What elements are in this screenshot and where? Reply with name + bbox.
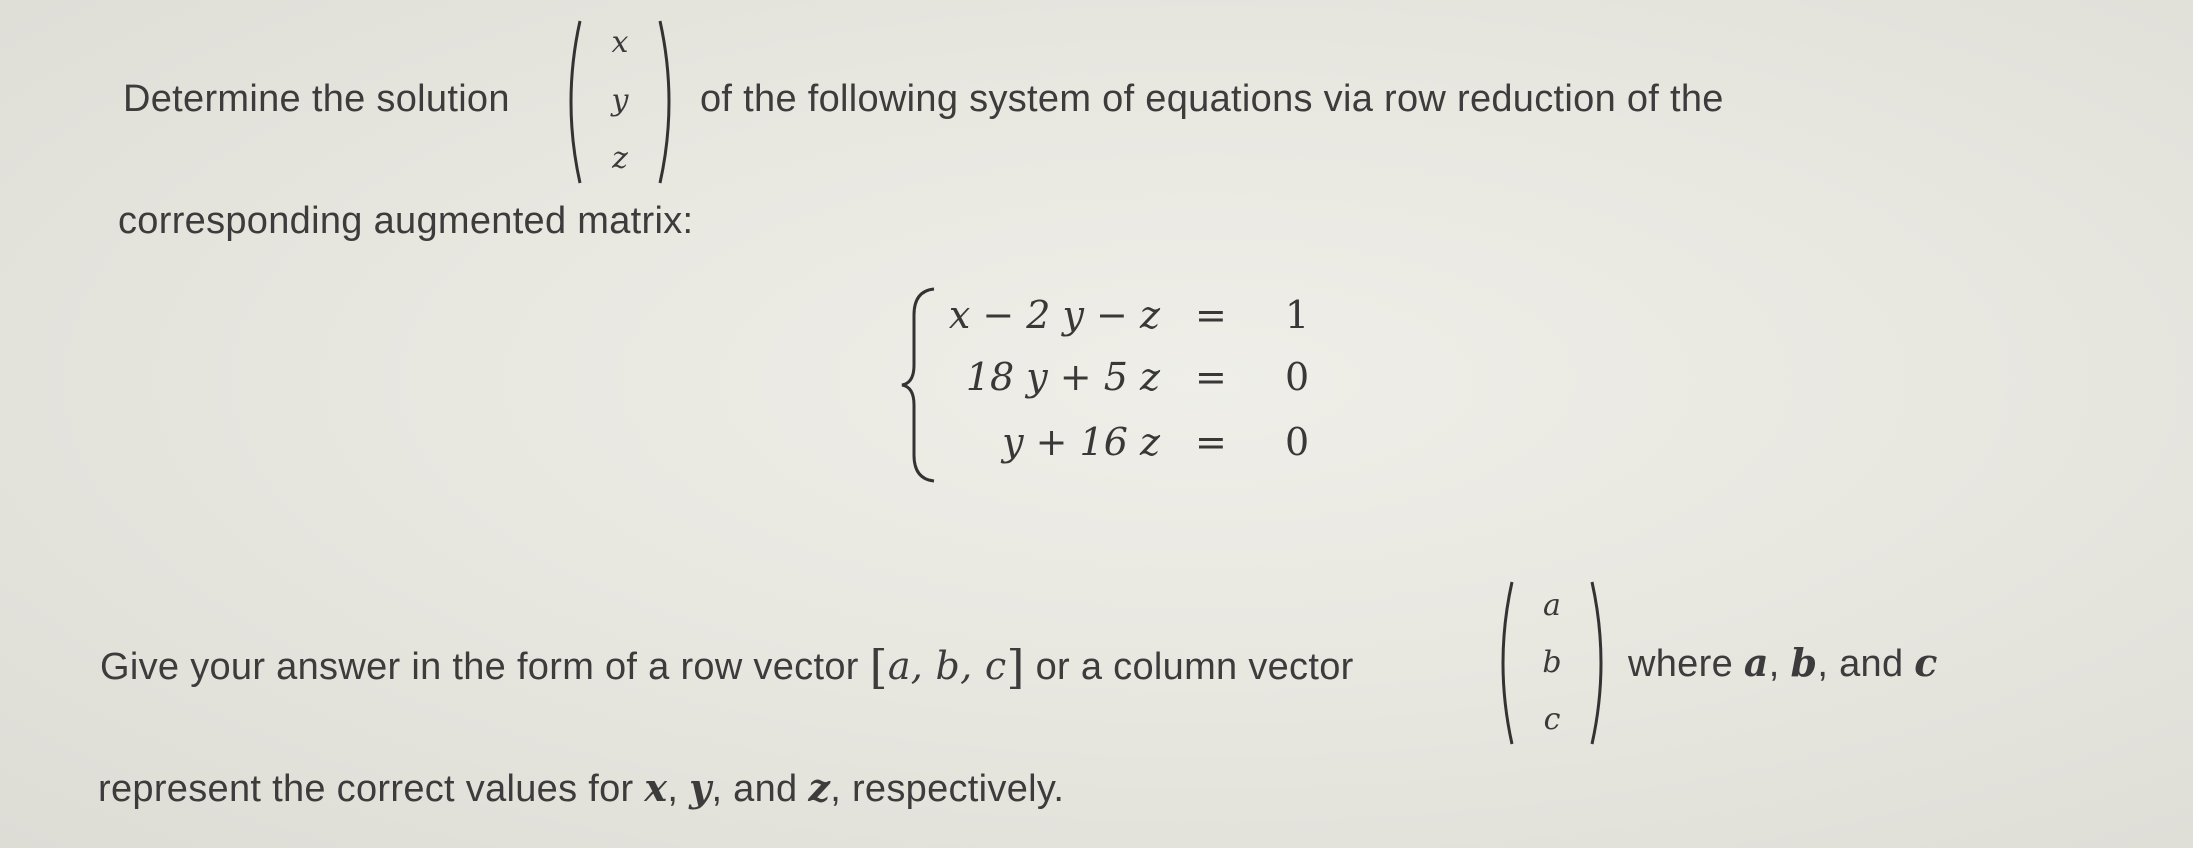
row-vector-open-bracket: [ bbox=[869, 640, 888, 694]
right-paren bbox=[658, 17, 680, 187]
vector-entry-x: x bbox=[611, 25, 629, 60]
answer-column-vector bbox=[1492, 578, 1612, 748]
and-text: , and bbox=[711, 768, 798, 810]
or-column-vector-text: or a column vector bbox=[1035, 646, 1354, 688]
equation-row bbox=[940, 420, 1340, 480]
vector-entry-y: y bbox=[611, 83, 629, 118]
where-text: where bbox=[1628, 643, 1733, 685]
comma: , bbox=[667, 768, 679, 810]
equation-row bbox=[940, 293, 1340, 353]
intro-prefix: Determine the solution bbox=[123, 78, 510, 120]
and-text: , and bbox=[1817, 643, 1904, 685]
equation-lhs: y + 16 z bbox=[1002, 420, 1160, 464]
answer-where bbox=[1628, 640, 1938, 686]
left-brace bbox=[900, 285, 940, 485]
var-z: z bbox=[808, 765, 831, 810]
line2-prefix: represent the correct values for bbox=[98, 768, 634, 810]
equation-rhs: 1 bbox=[1285, 293, 1310, 337]
var-y: y bbox=[689, 765, 712, 810]
comma: , bbox=[1768, 643, 1780, 685]
equation-rhs: 0 bbox=[1285, 420, 1310, 464]
row-vector-close-bracket: ] bbox=[1006, 640, 1025, 694]
equals-sign: = bbox=[1195, 293, 1227, 337]
vector-entry-z: z bbox=[612, 141, 628, 176]
equals-sign: = bbox=[1195, 420, 1227, 464]
vector-entry-b: b bbox=[1542, 645, 1562, 680]
vector-entry-a: a bbox=[1543, 588, 1561, 623]
row-vector-content: a, b, c bbox=[887, 644, 1007, 688]
intro-suffix: of the following system of equations via row reduction of the bbox=[700, 78, 1724, 120]
equation-lhs: x − 2 y − z bbox=[948, 293, 1160, 337]
answer-line2 bbox=[98, 765, 1064, 811]
equation-lhs: 18 y + 5 z bbox=[965, 355, 1160, 399]
equals-sign: = bbox=[1195, 355, 1227, 399]
var-x: x bbox=[644, 765, 668, 810]
answer-line1 bbox=[100, 640, 1354, 694]
vector-entry-c: c bbox=[1543, 702, 1561, 737]
equation-system bbox=[900, 285, 1340, 485]
equation-row bbox=[940, 355, 1340, 415]
right-paren bbox=[1590, 578, 1612, 748]
line2-suffix: , respectively. bbox=[830, 768, 1065, 810]
solution-column-vector bbox=[560, 17, 680, 187]
intro-line2: corresponding augmented matrix: bbox=[118, 200, 694, 242]
answer-prefix: Give your answer in the form of a row vector bbox=[100, 646, 859, 688]
var-c: c bbox=[1914, 640, 1938, 685]
equation-rhs: 0 bbox=[1285, 355, 1310, 399]
var-b: b bbox=[1790, 640, 1818, 685]
var-a: a bbox=[1743, 640, 1769, 685]
